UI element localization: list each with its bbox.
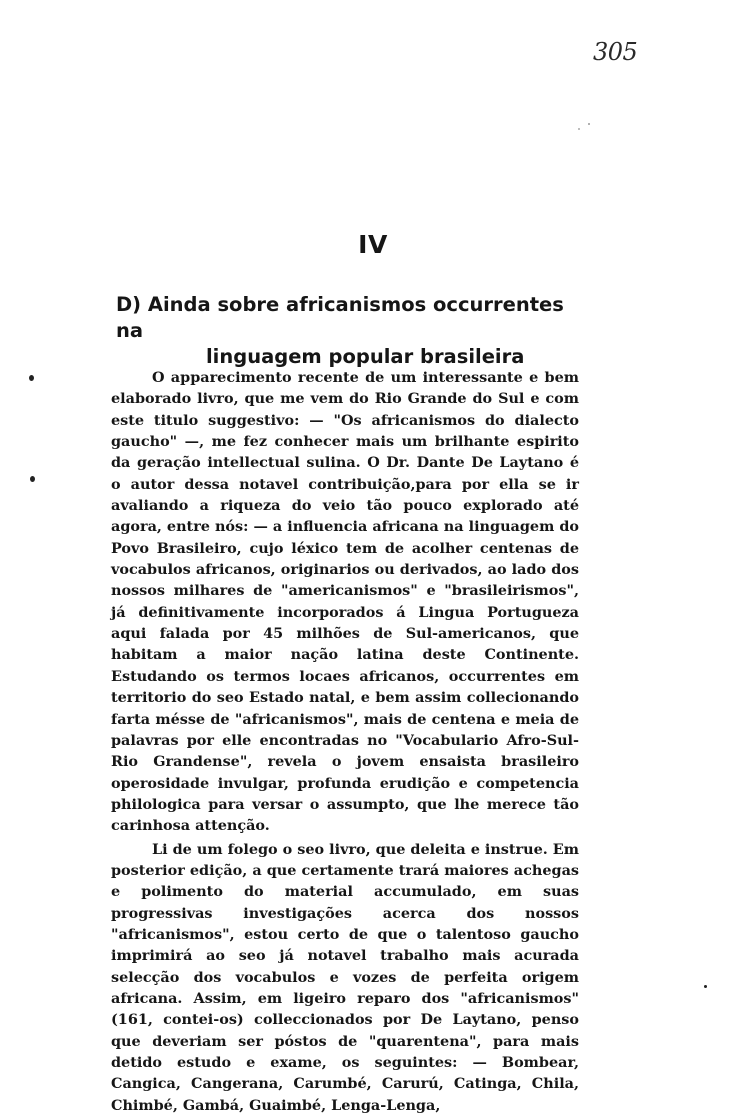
paragraph-2: Li de um folego o seo livro, que deleita e instrue. Em posterior edição, a que certamente trará maiores achegas e polimento do material accumulado, em suas progressivas investigações acerca dos nossos "africanismos", estou certo de que o talentoso gaucho imprimirá ao seo já notavel trabalho mais acurada selecção dos vocabulos e vozes de perfeita origem africana. Assim, em ligeiro reparo dos "africanismos" (161, contei-os) colleccionados por De Laytano, penso que deveriam ser póstos de "quarentena", para mais detido estudo e exame, os seguintes: — Bombear, Cangica, Cangerana, Carumbé, Carurú, Catinga, Chila, Chimbé, Gambá, Guaimbé, Lenga-Lenga, [111,840,579,1114]
scan-speck [588,123,590,125]
scan-speck [578,128,580,130]
scan-speck [704,985,707,988]
body-text [111,367,579,1116]
page-number: 305 [593,38,638,66]
section-heading [116,292,576,370]
chapter-numeral: IV [358,230,388,259]
paragraph-1: O apparecimento recente de um interessante e bem elaborado livro, que me vem do Rio Grande do Sul e com este titulo suggestivo: — "Os africanismos do dialecto gaucho" —, me fez conhecer mais um brilhante espirito da geração intellectual sulina. O Dr. Dante De Laytano é o autor dessa notavel contribuição,para por ella se ir avaliando a riqueza do veio tão pouco explorado até agora, entre nós: — a influencia africana na linguagem do Povo Brasileiro, cujo léxico tem de acolher centenas de vocabulos africanos, originarios ou derivados, ao lado dos nossos milhares de "americanismos" e "brasileirismos", já definitivamente incorporados á Lingua Portugueza aqui falada por 45 milhões de Sul-americanos, que habitam a maior nação latina deste Continente. Estudando os termos locaes africanos, occurrentes em territorio do seo Estado natal, e bem assim collecionando farta mésse de "africanismos", mais de centena e meia de palavras por elle encontradas no "Vocabulario Afro-Sul-Rio Grandense", revela o jovem ensaista brasileiro operosidade invulgar, profunda erudição e competencia philologica para versar o assumpto, que lhe merece tão carinhosa attenção. [111,369,579,835]
section-heading-line-2: linguagem popular brasileira [206,345,525,368]
scan-speck [29,375,34,381]
section-heading-line-1: D) Ainda sobre africanismos occurrentes na [116,293,564,342]
scan-speck [30,476,35,482]
